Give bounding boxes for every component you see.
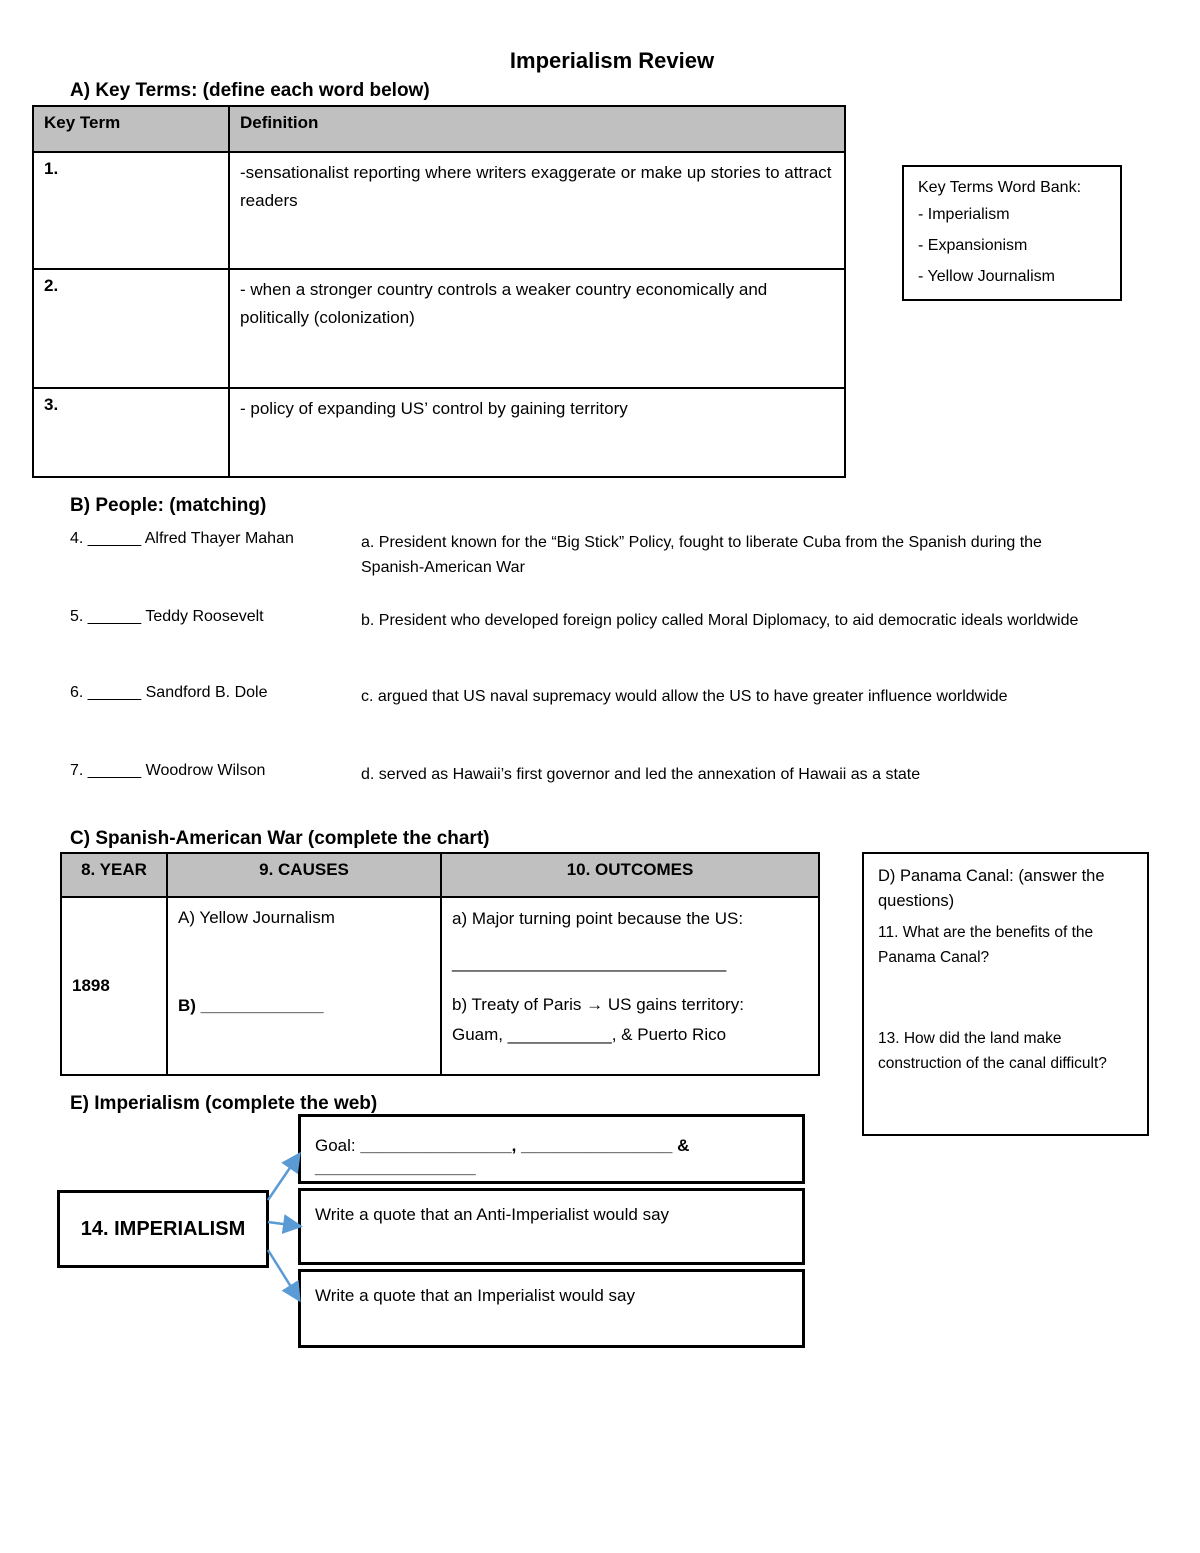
word-bank-item: - Expansionism	[918, 237, 1028, 254]
definition-cell: -sensationalist reporting where writers exaggerate or make up stories to attract readers	[229, 152, 845, 269]
match-item-6[interactable]: 6. ______ Sandford B. Dole	[70, 684, 268, 701]
key-term-header: Key Term	[33, 106, 229, 152]
section-a-heading: A) Key Terms: (define each word below)	[70, 80, 430, 101]
term-cell[interactable]: 2.	[33, 269, 229, 388]
match-desc-d: d. served as Hawaii’s first governor and led the annexation of Hawaii as a state	[361, 766, 921, 783]
goal-blanks[interactable]: ________________, ________________ &	[360, 1136, 690, 1155]
match-item-5[interactable]: 5. ______ Teddy Roosevelt	[70, 608, 264, 625]
outcome-b: b) Treaty of Paris → US gains territory:	[452, 995, 744, 1014]
word-bank-item: - Imperialism	[918, 206, 1010, 223]
arrow-to-imperialist-quote	[268, 1250, 298, 1298]
imperialist-prompt: Write a quote that an Imperialist would say	[315, 1286, 636, 1305]
term-cell[interactable]: 3.	[33, 388, 229, 477]
section-e-heading: E) Imperialism (complete the web)	[70, 1093, 378, 1114]
imperialism-center-box: 14. IMPERIALISM	[57, 1190, 269, 1268]
word-bank-item: - Yellow Journalism	[918, 268, 1055, 285]
outcome-b-blank[interactable]: Guam, ___________, & Puerto Rico	[452, 1025, 727, 1044]
section-b-heading: B) People: (matching)	[70, 495, 267, 516]
cause-a: A) Yellow Journalism	[178, 908, 335, 927]
outcomes-header: 10. OUTCOMES	[441, 853, 819, 897]
section-d-heading: D) Panama Canal: (answer the questions)	[878, 867, 1105, 910]
anti-imperialist-prompt: Write a quote that an Anti-Imperialist would say	[315, 1205, 670, 1224]
match-item-4[interactable]: 4. ______ Alfred Thayer Mahan	[70, 530, 294, 547]
question-11: 11. What are the benefits of the Panama Canal?	[878, 924, 1094, 966]
cause-b-blank[interactable]: B) _____________	[178, 996, 324, 1015]
definition-cell: - policy of expanding US’ control by gaining territory	[229, 388, 845, 477]
question-13: 13. How did the land make construction of the canal difficult?	[878, 1030, 1107, 1072]
match-desc-a: a. President known for the “Big Stick” Policy, fought to liberate Cuba from the Spanish during the Spanish-American War	[361, 534, 1042, 576]
outcome-a-blank[interactable]: _____________________________	[452, 953, 727, 972]
definition-cell: - when a stronger country controls a weaker country economically and politically (colonization)	[229, 269, 845, 388]
word-bank-heading: Key Terms Word Bank:	[918, 179, 1082, 196]
arrow-to-goal	[268, 1156, 298, 1200]
goal-label: Goal:	[315, 1136, 356, 1155]
arrow-to-anti-quote	[268, 1222, 298, 1226]
causes-header: 9. CAUSES	[167, 853, 441, 897]
section-c-heading: C) Spanish-American War (complete the chart)	[70, 828, 490, 849]
goal-blank-2[interactable]: _________________	[315, 1158, 476, 1177]
match-desc-c: c. argued that US naval supremacy would allow the US to have greater influence worldwide	[361, 688, 1008, 705]
term-cell[interactable]: 1.	[33, 152, 229, 269]
year-cell: 1898	[61, 897, 167, 1075]
definition-header: Definition	[229, 106, 845, 152]
match-desc-b: b. President who developed foreign policy called Moral Diplomacy, to aid democratic ideals worldwide	[361, 612, 1079, 629]
year-header: 8. YEAR	[61, 853, 167, 897]
outcome-a: a) Major turning point because the US:	[452, 909, 744, 928]
match-item-7[interactable]: 7. ______ Woodrow Wilson	[70, 762, 266, 779]
page-title: Imperialism Review	[509, 48, 715, 73]
